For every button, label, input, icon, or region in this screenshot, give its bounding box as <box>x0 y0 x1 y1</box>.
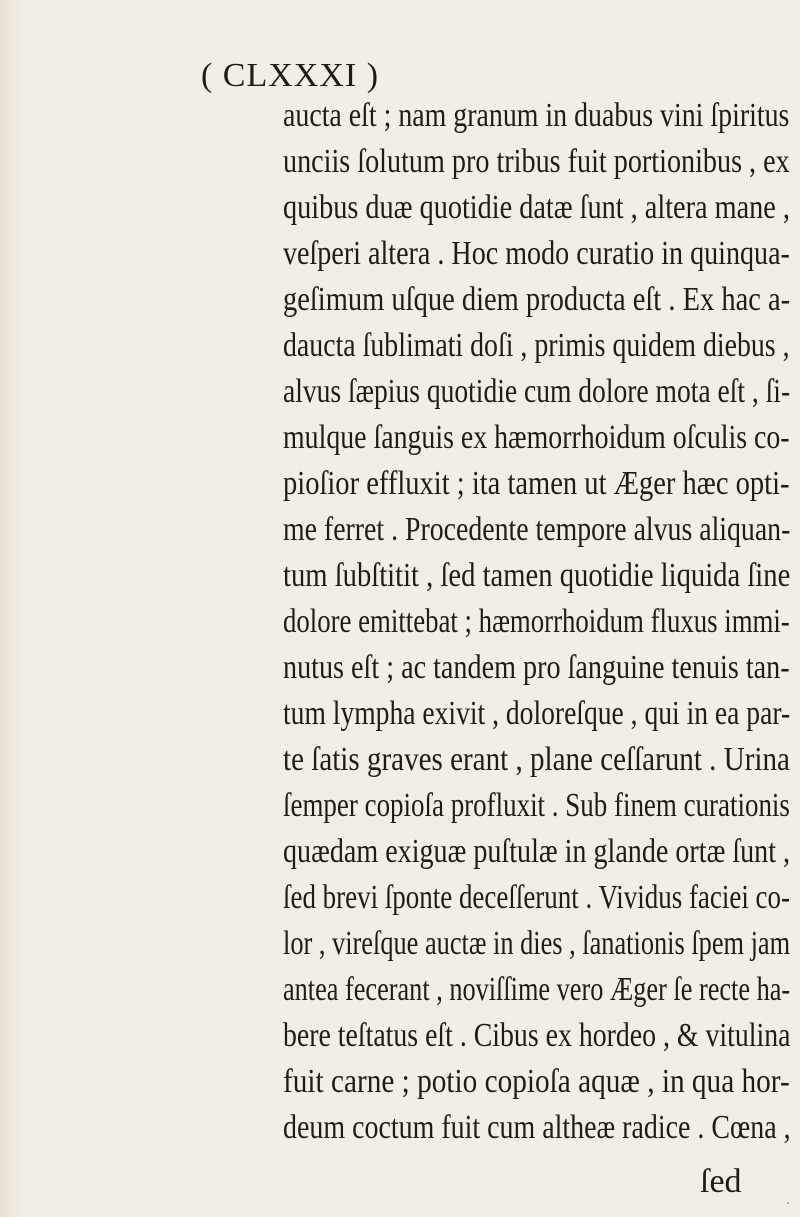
text-line: tum ſubſtitit , ſed tamen quotidie liquida ſine <box>283 557 791 594</box>
text-line: geſimum uſque diem producta eſt . Ex hac a- <box>283 281 791 318</box>
text-line: veſperi altera . Hoc modo curatio in quinqua- <box>283 235 790 272</box>
text-line: nutus eſt ; ac tandem pro ſanguine tenuis tan- <box>283 649 790 686</box>
text-line: alvus ſæpius quotidie cum dolore mota eſt , ſi- <box>283 373 791 410</box>
text-line: me ferret . Procedente tempore alvus aliquan- <box>283 511 791 548</box>
text-line: aucta eſt ; nam granum in duabus vini ſpiritus <box>283 97 790 134</box>
text-line: lor , vireſque auctæ in dies , ſanationis ſpem jam <box>283 925 791 962</box>
gutter-shadow <box>0 0 22 1217</box>
text-line: te ſatis graves erant , plane ceſſarunt . Urina <box>283 741 790 778</box>
text-line: dolore emittebat ; hæmorrhoidum fluxus immi- <box>283 603 790 640</box>
text-line: antea fecerant , noviſſime vero Æger ſe recte ha- <box>283 971 791 1008</box>
text-line: daucta ſublimati doſi , primis quidem diebus , <box>283 327 790 364</box>
text-line: ſed brevi ſponte deceſſerunt . Vividus faciei co- <box>283 879 790 916</box>
text-line: ſemper copioſa profluxit . Sub finem curationis <box>283 787 790 824</box>
page-number-header: ( CLXXXI ) <box>200 57 380 94</box>
text-line: quibus duæ quotidie datæ ſunt , altera mane , <box>283 189 790 226</box>
text-line: pioſior effluxit ; ita tamen ut Æger hæc opti- <box>283 465 790 502</box>
text-line: fuit carne ; potio copioſa aquæ , in qua hor- <box>283 1063 790 1100</box>
text-line: quædam exiguæ puſtulæ in glande ortæ ſunt , <box>283 833 791 870</box>
catchword: ſed <box>700 1163 742 1200</box>
text-line: bere teſtatus eſt . Cibus ex hordeo , & vitulina <box>283 1017 791 1054</box>
text-line: mulque ſanguis ex hæmorrhoidum oſculis co- <box>283 419 790 456</box>
text-line: tum lympha exivit , doloreſque , qui in ea par- <box>283 695 791 732</box>
paper-speck <box>787 1202 789 1204</box>
text-line: deum coctum fuit cum altheæ radice . Cœna , <box>283 1109 791 1146</box>
text-line: unciis ſolutum pro tribus fuit portionibus , ex <box>283 143 790 180</box>
